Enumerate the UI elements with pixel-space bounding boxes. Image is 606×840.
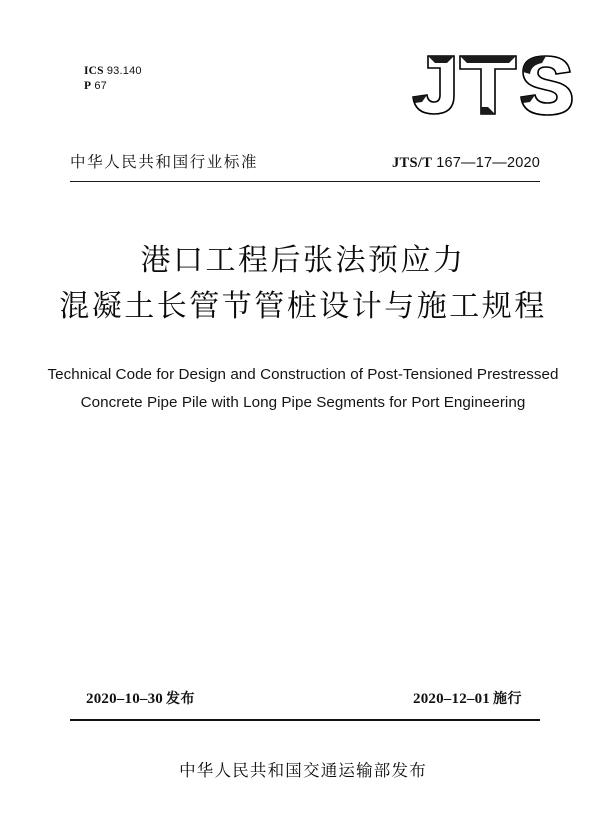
title-en-line-2: Concrete Pipe Pile with Long Pipe Segments for Port Engineering (80, 393, 526, 411)
category-value: 67 (94, 80, 107, 93)
standard-code (392, 155, 540, 172)
ics-line (84, 64, 142, 79)
title-cn-line-2: 混凝土长管节管桩设计与施工规程 (59, 288, 547, 324)
jts-logo-icon (402, 48, 582, 124)
category-label: P (84, 80, 92, 93)
standard-code-number: 167—17—2020 (436, 155, 540, 171)
ics-label: ICS (84, 65, 104, 77)
standard-header-row (70, 150, 540, 172)
effective-date-value: 2020–12–01 (413, 691, 490, 707)
footer-divider (70, 719, 540, 721)
category-line (84, 79, 142, 94)
page-title-english (0, 361, 606, 416)
header-divider (70, 181, 540, 182)
issue-date-item (86, 688, 195, 708)
classification-block (84, 64, 142, 94)
issue-date-label: 发布 (166, 691, 195, 707)
issuer-title: 中华人民共和国行业标准 (70, 153, 259, 171)
publisher-line: 中华人民共和国交通运输部发布 (179, 761, 427, 780)
page-title-chinese (0, 238, 606, 329)
title-en-line-1: Technical Code for Design and Construction of Post-Tensioned Prestressed (47, 366, 559, 383)
effective-date-label: 施行 (493, 691, 522, 707)
ics-value: 93.140 (106, 65, 142, 77)
dates-row (86, 688, 522, 708)
effective-date-item (413, 688, 522, 708)
standard-code-prefix: JTS/T (392, 155, 433, 171)
issue-date-value: 2020–10–30 (86, 691, 163, 707)
title-cn-line-1: 港口工程后张法预应力 (140, 243, 466, 278)
